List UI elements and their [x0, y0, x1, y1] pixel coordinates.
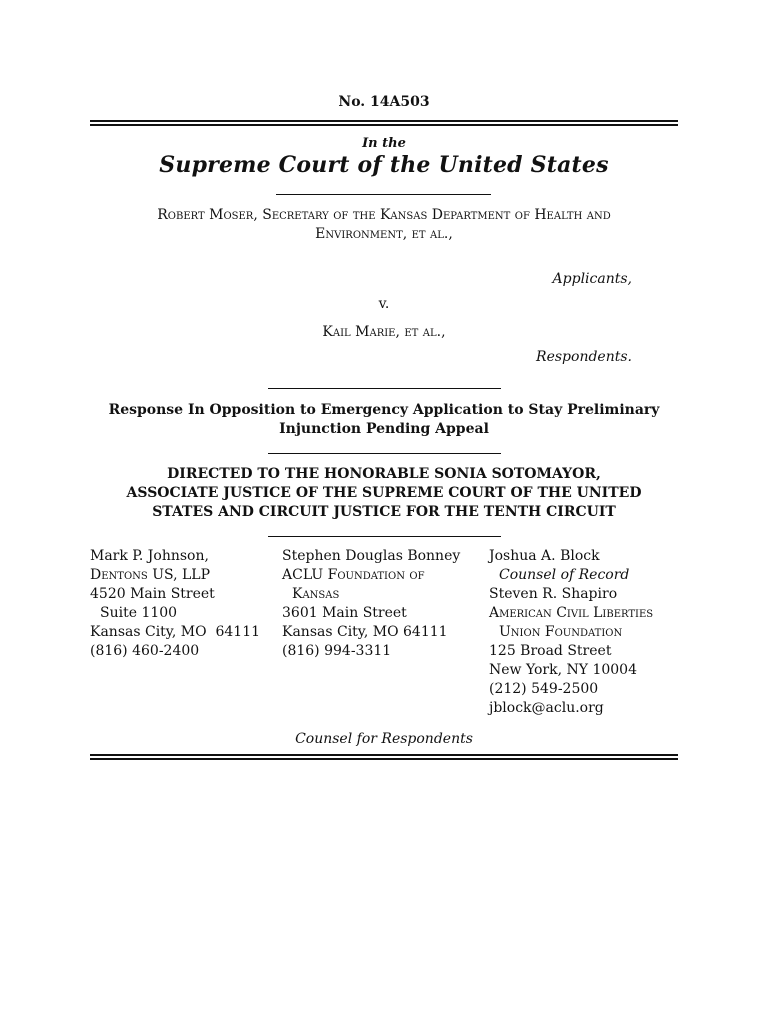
counsel-org-line2: Kansas	[292, 586, 340, 602]
applicants-role: Applicants,	[552, 271, 632, 287]
divider-rule	[268, 388, 501, 389]
versus-label: v.	[378, 296, 390, 312]
divider-rule	[276, 194, 491, 195]
top-double-rule	[90, 120, 678, 126]
court-name: Supreme Court of the United States	[159, 152, 609, 178]
counsel-phone: (212) 549-2500	[489, 681, 599, 697]
applicants-name-line2: Environment, et al.,	[315, 226, 453, 242]
applicants-name-line1: Robert Moser, Secretary of the Kansas Department of Health and	[157, 207, 611, 223]
counsel-street: 3601 Main Street	[282, 605, 407, 621]
divider-rule	[268, 536, 501, 537]
counsel-city: Kansas City, MO 64111	[90, 624, 261, 640]
counsel-street: 125 Broad Street	[489, 643, 612, 659]
counsel-city: New York, NY 10004	[489, 662, 637, 678]
counsel-suite: Suite 1100	[100, 605, 178, 621]
counsel-name: Mark P. Johnson,	[90, 548, 209, 564]
respondents-role: Respondents.	[536, 349, 632, 365]
counsel-column-2	[282, 547, 460, 661]
directed-to-line3: STATES AND CIRCUIT JUSTICE FOR THE TENTH CIRCUIT	[152, 504, 616, 520]
counsel-name: Joshua A. Block	[489, 548, 600, 564]
directed-to-block	[90, 465, 678, 522]
counsel-email: jblock@aclu.org	[489, 700, 604, 716]
counsel-column-1	[90, 547, 260, 661]
counsel-city: Kansas City, MO 64111	[282, 624, 448, 640]
directed-to-line1: DIRECTED TO THE HONORABLE SONIA SOTOMAYOR,	[167, 466, 601, 482]
divider-rule	[268, 453, 501, 454]
counsel-for-respondents: Counsel for Respondents	[295, 731, 473, 747]
document-title	[90, 401, 678, 439]
respondents-name: Kail Marie, et al.,	[322, 324, 446, 340]
counsel-org-line1: American Civil Liberties	[489, 605, 654, 621]
counsel-org-line1: ACLU Foundation of	[282, 567, 425, 583]
counsel-firm: Dentons US, LLP	[90, 567, 210, 583]
counsel-name: Stephen Douglas Bonney	[282, 548, 461, 564]
counsel-column-3	[489, 547, 653, 718]
bottom-double-rule	[90, 754, 678, 760]
docket-number: No. 14A503	[338, 94, 430, 110]
counsel-org-line2: Union Foundation	[499, 624, 623, 640]
counsel-role: Counsel of Record	[499, 567, 630, 583]
document-title-line2: Injunction Pending Appeal	[279, 421, 489, 437]
counsel-name-2: Steven R. Shapiro	[489, 586, 618, 602]
directed-to-line2: ASSOCIATE JUSTICE OF THE SUPREME COURT OF THE UNITED	[126, 485, 642, 501]
counsel-phone: (816) 994-3311	[282, 643, 392, 659]
counsel-phone: (816) 460-2400	[90, 643, 200, 659]
counsel-street: 4520 Main Street	[90, 586, 215, 602]
document-title-line1: Response In Opposition to Emergency Application to Stay Preliminary	[108, 402, 660, 418]
in-the-label: In the	[362, 136, 406, 151]
